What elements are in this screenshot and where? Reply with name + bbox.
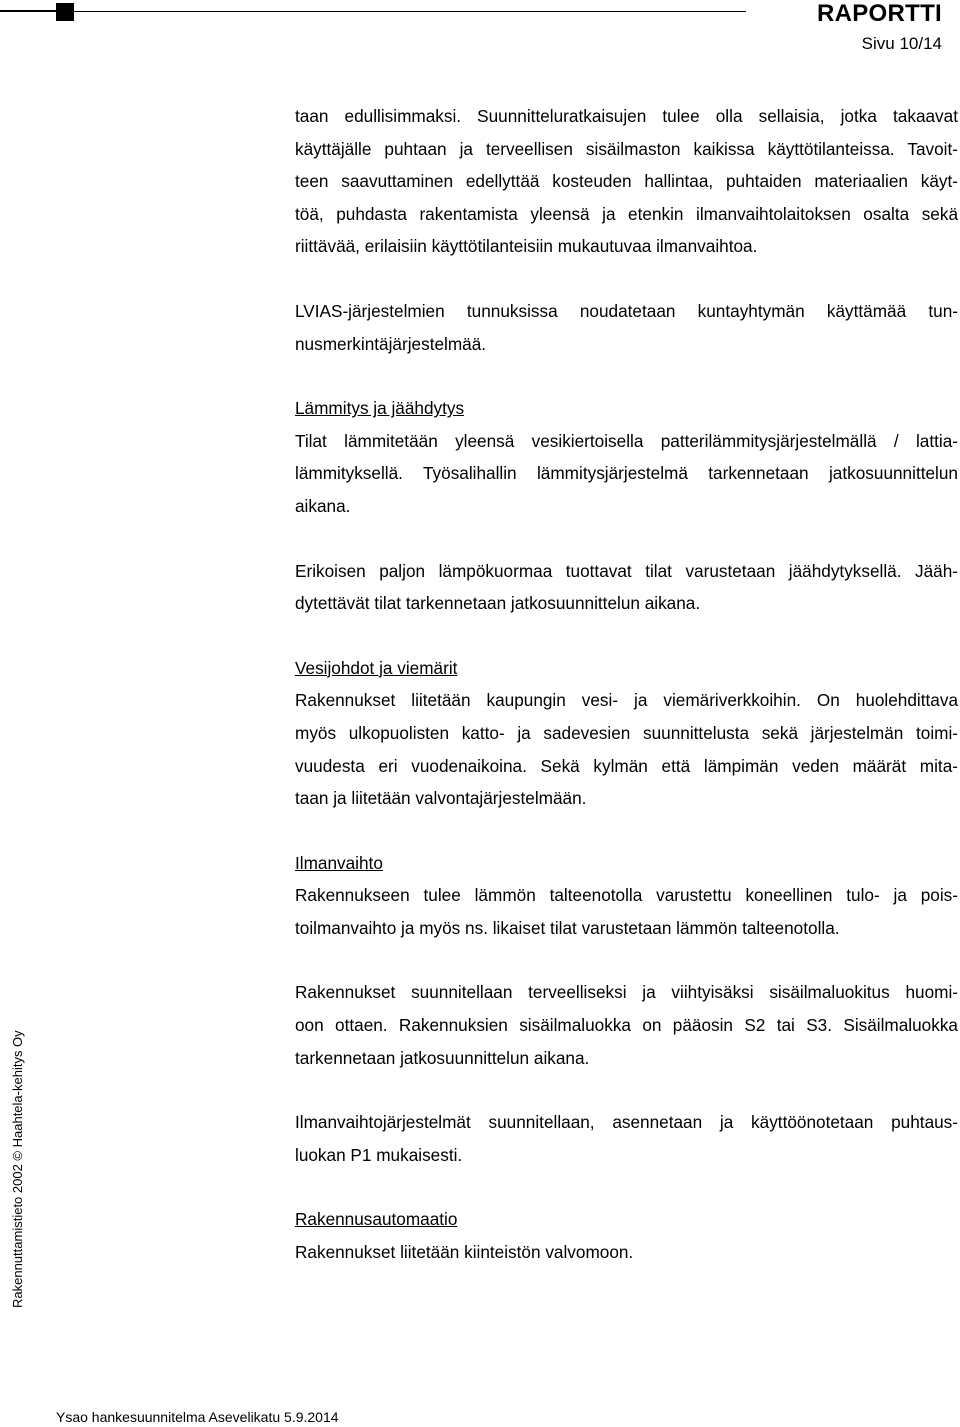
document-type-title: RAPORTTI (816, 0, 942, 27)
text-line: Erikoisen paljon lämpökuormaa tuottavat tilat varustetaan jäähdytyksellä. Jääh- (295, 560, 958, 581)
text-line: lämmityksellä. Työsalihallin lämmitysjärjestelmä tarkennetaan jatkosuunnittelun (295, 463, 958, 484)
header-rule-left (0, 10, 56, 12)
text-line: riittävää, erilaisiin käyttötilanteisiin mukautuvaa ilmanvaihtoa. (295, 236, 758, 257)
text-line: LVIAS-järjestelmien tunnuksissa noudatetaan kuntayhtymän käyttämää tun- (295, 300, 958, 321)
document-body (295, 100, 958, 1301)
text-line: teen saavuttaminen edellyttää kosteuden hallintaa, puhtaiden materiaalien käyt- (295, 171, 958, 192)
text-line: Rakennukset liitetään kiinteistön valvomoon. (295, 1242, 634, 1263)
section-heading: Lämmitys ja jäähdytys (295, 398, 465, 419)
paragraph (295, 100, 958, 263)
paragraph (295, 555, 958, 620)
text-line: Rakennukseen tulee lämmön talteenotolla varustettu koneellinen tulo- ja pois- (295, 885, 958, 906)
copyright-side-text: Rakennuttamistieto 2002 © Haahtela-kehitys Oy (10, 1030, 25, 1308)
paragraph (295, 295, 958, 360)
text-line: dytettävät tilat tarkennetaan jatkosuunnittelun aikana. (295, 593, 701, 614)
header-rule (74, 11, 746, 12)
section-heading: Rakennusautomaatio (295, 1209, 458, 1230)
document-footer: Ysao hankesuunnitelma Asevelikatu 5.9.2014 (56, 1409, 339, 1425)
text-line: Ilmanvaihtojärjestelmät suunnitellaan, asennetaan ja käyttöönotetaan puhtaus- (295, 1112, 958, 1133)
text-line: oon ottaen. Rakennuksien sisäilmaluokka on pääosin S2 tai S3. Sisäilmaluokka (295, 1015, 958, 1036)
paragraph (295, 1203, 958, 1268)
paragraph (295, 392, 958, 522)
text-line: taan ja liitetään valvontajärjestelmään. (295, 788, 587, 809)
text-line: luokan P1 mukaisesti. (295, 1144, 463, 1165)
paragraph (295, 847, 958, 945)
text-line: aikana. (295, 495, 351, 516)
paragraph (295, 652, 958, 815)
section-heading: Ilmanvaihto (295, 852, 383, 873)
paragraph (295, 976, 958, 1074)
text-line: Tilat lämmitetään yleensä vesikiertoisella patterilämmitysjärjestelmällä / lattia- (295, 430, 958, 451)
text-line: vuudesta eri vuodenaikoina. Sekä kylmän että lämpimän veden määrät mita- (295, 755, 958, 776)
text-line: taan edullisimmaksi. Suunnitteluratkaisujen tulee olla sellaisia, jotka takaavat (295, 106, 958, 126)
text-line: käyttäjälle puhtaan ja terveellisen sisäilmaston kaikissa käyttötilanteissa. Tavoit- (295, 138, 958, 159)
text-line: töä, puhdasta rakentamista yleensä ja etenkin ilmanvaihtolaitoksen osalta sekä (295, 203, 958, 224)
text-line: toilmanvaihto ja myös ns. likaiset tilat varustetaan lämmön talteenotolla. (295, 917, 840, 938)
text-line: tarkennetaan jatkosuunnittelun aikana. (295, 1047, 590, 1068)
page-number: Sivu 10/14 (861, 34, 942, 53)
paragraph (295, 1106, 958, 1171)
text-line: Rakennukset liitetään kaupungin vesi- ja viemäriverkkoihin. On huolehdittava (295, 690, 958, 711)
header-square-icon (56, 3, 74, 21)
text-line: nusmerkintäjärjestelmää. (295, 333, 487, 354)
text-line: myös ulkopuolisten katto- ja sadevesien suunnittelusta sekä järjestelmän toimi- (295, 722, 958, 743)
section-heading: Vesijohdot ja viemärit (295, 657, 458, 678)
text-line: Rakennukset suunnitellaan terveelliseksi ja viihtyisäksi sisäilmaluokitus huomi- (295, 982, 958, 1003)
